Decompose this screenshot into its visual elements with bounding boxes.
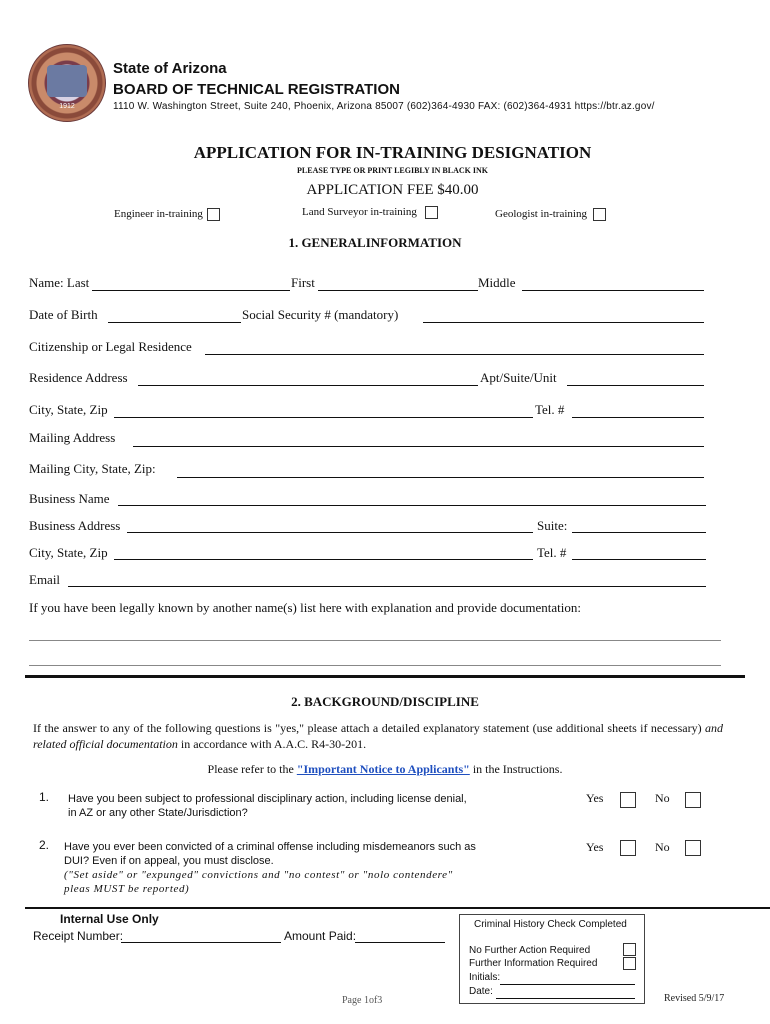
date-field[interactable]	[496, 998, 635, 999]
other-names-line-2[interactable]	[29, 665, 721, 666]
question-2-no-label: No	[655, 840, 670, 854]
engineer-checkbox[interactable]	[207, 208, 220, 221]
citizenship-field[interactable]	[205, 354, 704, 355]
business-tel-label: Tel. #	[537, 545, 567, 560]
question-2-number: 2.	[39, 838, 50, 852]
board-name: BOARD OF TECHNICAL REGISTRATION	[113, 81, 400, 98]
apt-field[interactable]	[567, 385, 704, 386]
email-field[interactable]	[68, 586, 706, 587]
ssn-label: Social Security # (mandatory)	[242, 307, 399, 322]
apt-label: Apt/Suite/Unit	[480, 370, 557, 385]
suite-label: Suite:	[537, 518, 568, 533]
business-tel-field[interactable]	[572, 559, 706, 560]
option-geologist[interactable]	[495, 208, 606, 221]
section-general-information: 1. GENERALINFORMATION	[288, 235, 462, 250]
criminal-history-box	[459, 914, 645, 1004]
other-names-line-1[interactable]	[29, 640, 721, 641]
note-prefix: Please refer to the	[207, 762, 297, 776]
business-city-label: City, State, Zip	[29, 545, 108, 560]
mailing-address-field[interactable]	[133, 446, 704, 447]
initials-label: Initials:	[469, 972, 501, 983]
name-middle-field[interactable]	[522, 290, 704, 291]
question-1-number: 1.	[39, 790, 50, 804]
name-first-label: First	[291, 275, 315, 290]
citizenship-label: Citizenship or Legal Residence	[29, 339, 192, 354]
dob-field[interactable]	[108, 322, 241, 323]
background-instructions	[33, 720, 723, 752]
criminal-history-title: Criminal History Check Completed	[474, 919, 627, 930]
question-2-yes-label: Yes	[586, 840, 604, 854]
note-suffix: in the Instructions.	[469, 762, 563, 776]
question-1-line-2: in AZ or any other State/Jurisdiction?	[68, 807, 248, 819]
residence-label: Residence Address	[29, 370, 128, 385]
option-land-surveyor-label: Land Surveyor in-training	[302, 206, 417, 219]
business-name-field[interactable]	[118, 505, 706, 506]
question-1-no-label: No	[655, 791, 670, 805]
form-subtitle: PLEASE TYPE OR PRINT LEGIBLY IN BLACK INK	[297, 166, 488, 175]
question-2-line-4: pleas MUST be reported)	[64, 883, 190, 895]
amount-paid-label: Amount Paid:	[284, 929, 357, 943]
question-2-line-1: Have you ever been convicted of a criminal offense including misdemeanors such as	[64, 841, 476, 853]
board-address: 1110 W. Washington Street, Suite 240, Phoenix, Arizona 85007 (602)364-4930 FAX: (602)364-4931 https://btr.az.gov/	[113, 101, 655, 112]
geologist-checkbox[interactable]	[593, 208, 606, 221]
form-title: APPLICATION FOR IN-TRAINING DESIGNATION	[193, 143, 592, 162]
business-city-field[interactable]	[114, 559, 533, 560]
intro-part-b: and related official documentation	[33, 721, 724, 751]
amount-paid-field[interactable]	[355, 942, 445, 943]
question-1-line-1: Have you been subject to professional disciplinary action, including license denial,	[68, 793, 467, 805]
question-1-yes-label: Yes	[586, 791, 604, 805]
option-geologist-label: Geologist in-training	[495, 208, 587, 221]
name-first-field[interactable]	[318, 290, 478, 291]
question-1-yes-checkbox[interactable]	[620, 792, 636, 808]
option-land-surveyor[interactable]	[302, 206, 438, 219]
date-label: Date:	[469, 986, 493, 997]
no-further-action-checkbox[interactable]	[623, 943, 636, 956]
mailing-address-label: Mailing Address	[29, 430, 116, 445]
tel-label: Tel. #	[535, 402, 565, 417]
intro-part-c: in accordance with A.A.C. R4-30-201.	[180, 737, 367, 751]
seal-year: 1912	[59, 103, 75, 110]
suite-field[interactable]	[572, 532, 706, 533]
question-2-line-3: ("Set aside" or "expunged" convictions and "no contest" or "nolo contendere"	[64, 869, 453, 881]
question-2-text	[64, 840, 476, 896]
mailing-city-label: Mailing City, State, Zip:	[29, 461, 156, 476]
city-state-zip-field[interactable]	[114, 417, 533, 418]
name-middle-label: Middle	[478, 275, 516, 290]
application-fee: APPLICATION FEE $40.00	[306, 182, 479, 198]
question-1-text	[68, 792, 467, 820]
state-seal-icon	[28, 44, 106, 122]
intro-part-a: If the answer to any of the following questions is "yes," please attach a detailed explanatory statement (use additional sheets if necessary)	[33, 721, 702, 735]
option-engineer-label: Engineer in-training	[114, 208, 203, 221]
dob-label: Date of Birth	[29, 307, 98, 322]
further-info-checkbox[interactable]	[623, 957, 636, 970]
name-last-field[interactable]	[92, 290, 290, 291]
name-last-label: Name: Last	[29, 275, 90, 290]
email-label: Email	[29, 572, 61, 587]
question-2-no-checkbox[interactable]	[685, 840, 701, 856]
question-1-no-checkbox[interactable]	[685, 792, 701, 808]
business-address-label: Business Address	[29, 518, 121, 533]
further-info-label: Further Information Required	[469, 958, 598, 969]
page-number: Page 1of3	[342, 995, 383, 1006]
initials-field[interactable]	[500, 984, 635, 985]
receipt-number-field[interactable]	[121, 942, 281, 943]
important-notice-reference	[0, 762, 770, 777]
tel-field[interactable]	[572, 417, 704, 418]
ssn-field[interactable]	[423, 322, 704, 323]
internal-divider	[25, 907, 770, 909]
question-2-yes-checkbox[interactable]	[620, 840, 636, 856]
receipt-number-label: Receipt Number:	[33, 929, 124, 943]
question-2-line-2: DUI? Even if on appeal, you must disclose.	[64, 855, 274, 867]
important-notice-link[interactable]: "Important Notice to Applicants"	[296, 762, 470, 776]
no-further-action-label: No Further Action Required	[469, 945, 591, 956]
business-name-label: Business Name	[29, 491, 110, 506]
mailing-city-field[interactable]	[177, 477, 704, 478]
section-background-discipline: 2. BACKGROUND/DISCIPLINE	[291, 694, 479, 709]
other-names-label: If you have been legally known by another name(s) list here with explanation and provide documentation:	[29, 600, 581, 615]
state-name: State of Arizona	[113, 60, 227, 77]
land-surveyor-checkbox[interactable]	[425, 206, 438, 219]
city-state-zip-label: City, State, Zip	[29, 402, 108, 417]
option-engineer[interactable]	[114, 208, 220, 221]
internal-use-title: Internal Use Only	[60, 912, 159, 926]
revision-date: Revised 5/9/17	[664, 993, 725, 1004]
residence-field[interactable]	[138, 385, 478, 386]
business-address-field[interactable]	[127, 532, 533, 533]
section-divider	[25, 675, 745, 678]
